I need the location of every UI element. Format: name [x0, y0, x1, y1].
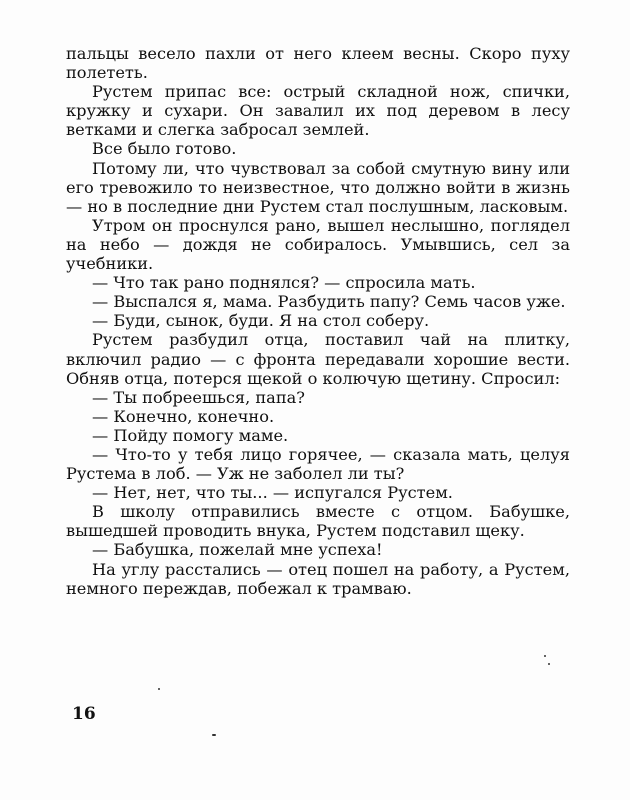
scan-speck [548, 663, 550, 665]
paragraph: — Ты побреешься, папа? [92, 387, 305, 407]
paragraph: — Что-то у тебя лицо горячее, — сказала мать, целуя Рустема в лоб. — Уж не заболел ли ты? [66, 444, 570, 484]
paragraph: пальцы весело пахли от него клеем весны. Скоро пуху полететь. [66, 44, 570, 83]
paragraph: — Бабушка, пожелай мне успеха! [92, 540, 383, 560]
scan-speck [212, 734, 216, 736]
paragraph: Утром он проснулся рано, вышел неслышно, поглядел на небо — дождя не собиралось. Умывшись, сел за учебники. [66, 215, 570, 274]
paragraph: — Нет, нет, что ты... — испугался Рустем. [92, 483, 453, 503]
paragraph: В школу отправились вместе с отцом. Бабушке, вышедшей проводить внука, Рустем подставил щеку. [66, 502, 570, 541]
paragraph: Рустем припас все: острый складной нож, спички, кружку и сухари. Он завалил их под деревом в лесу ветками и слегка забросал землей. [66, 82, 570, 140]
paragraph: — Буди, сынок, буди. Я на стол соберу. [92, 311, 430, 331]
paragraph: Потому ли, что чувствовал за собой смутную вину или его тревожило то неизвестное, что должно войти в жизнь — но в последние дни Рустем стал послушным, ласковым. [66, 158, 570, 216]
paragraph: — Выспался я, мама. Разбудить папу? Семь часов уже. [92, 292, 566, 312]
paragraph: На углу расстались — отец пошел на работу, а Рустем, немного переждав, побежал к трамваю. [66, 559, 570, 598]
scan-speck [544, 655, 546, 657]
paragraph: — Что так рано поднялся? — спросила мать. [92, 273, 476, 293]
page-number: 16 [72, 704, 96, 724]
paragraph: — Конечно, конечно. [92, 406, 275, 426]
body-text [66, 44, 570, 598]
paragraph: — Пойду помогу маме. [92, 425, 289, 445]
scan-speck [158, 688, 160, 690]
paragraph: Рустем разбудил отца, поставил чай на плитку, включил радио — с фронта передавали хорошие вести. Обняв отца, потерся щекой о колючую щетину. Спросил: [66, 330, 570, 388]
paragraph: Все было готово. [92, 139, 237, 159]
